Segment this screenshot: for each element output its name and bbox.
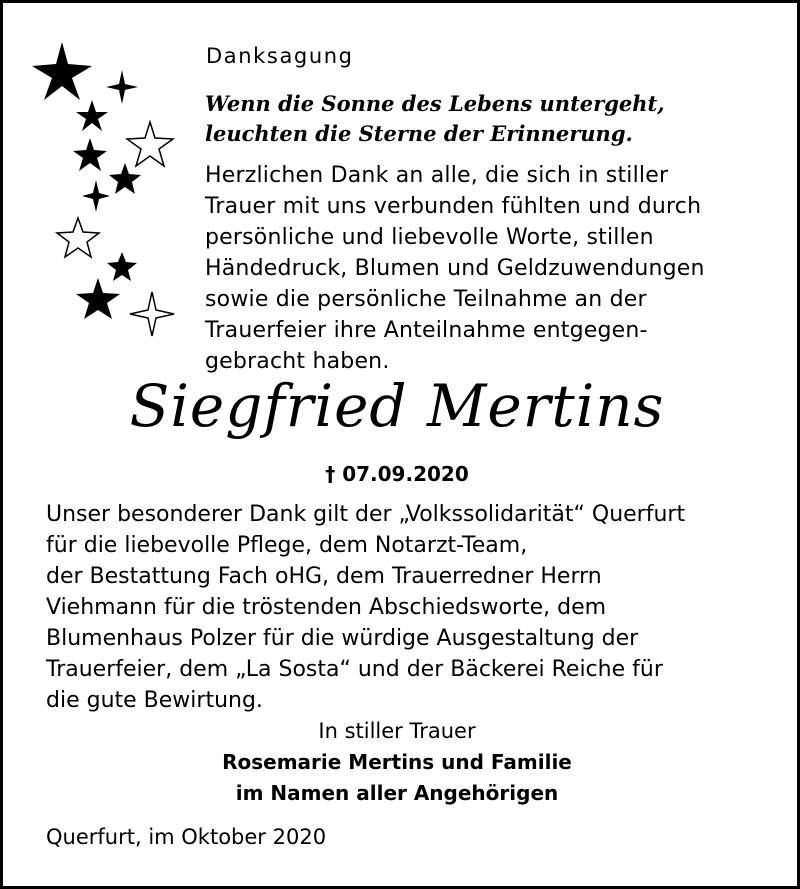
- star-outline-icon: [130, 292, 174, 336]
- death-date: † 07.09.2020: [325, 462, 469, 486]
- star-icon: [76, 278, 120, 319]
- star-outline-icon: [57, 218, 99, 257]
- star-icon: [106, 70, 138, 104]
- star-icon: [82, 180, 110, 212]
- motto: [205, 89, 775, 149]
- star-icon: [109, 163, 141, 194]
- star-icon: [76, 100, 108, 131]
- heading: Danksagung: [206, 44, 354, 68]
- star-icon: [32, 42, 92, 100]
- signer-line: Rosemarie Mertins und Familie: [222, 750, 572, 774]
- signer-line: im Namen aller Angehörigen: [235, 781, 559, 805]
- star-outline-icon: [127, 122, 173, 166]
- thanks-paragraph: Herzlichen Dank an alle, die sich in stiller Trauer mit uns verbunden fühlten und durch persönliche und liebevolle Worte, stillen Händedruck, Blumen und Geldzuwendungen sowie die persönliche Teilnahme an der Trauerfeier ihre Anteilnahme entgegen- gebracht haben.: [205, 163, 705, 374]
- motto-line: Wenn die Sonne des Lebens untergeht,: [205, 91, 665, 116]
- star-icon: [107, 252, 137, 281]
- place-date: Querfurt, im Oktober 2020: [46, 825, 327, 849]
- star-cluster-icon: [30, 30, 190, 350]
- motto-line: leuchten die Sterne der Erinnerung.: [205, 121, 633, 146]
- special-thanks-paragraph: Unser besonderer Dank gilt der „Volkssolidarität“ Querfurt für die liebevolle Pflege, dem Notarzt-Team, der Bestattung Fach oHG, dem Trauerredner Herrn Viehmann für die tröstenden Abschiedsworte, dem Blumenhaus Polzer für die würdige Ausgestaltung der Trauerfeier, dem „La Sosta“ und der Bäckerei Reiche für die gute Bewirtung.: [46, 502, 686, 713]
- deceased-name: Siegfried Mertins: [129, 372, 665, 440]
- star-icon: [73, 138, 107, 171]
- mourning-line: In stiller Trauer: [318, 719, 476, 743]
- signers: [0, 747, 794, 809]
